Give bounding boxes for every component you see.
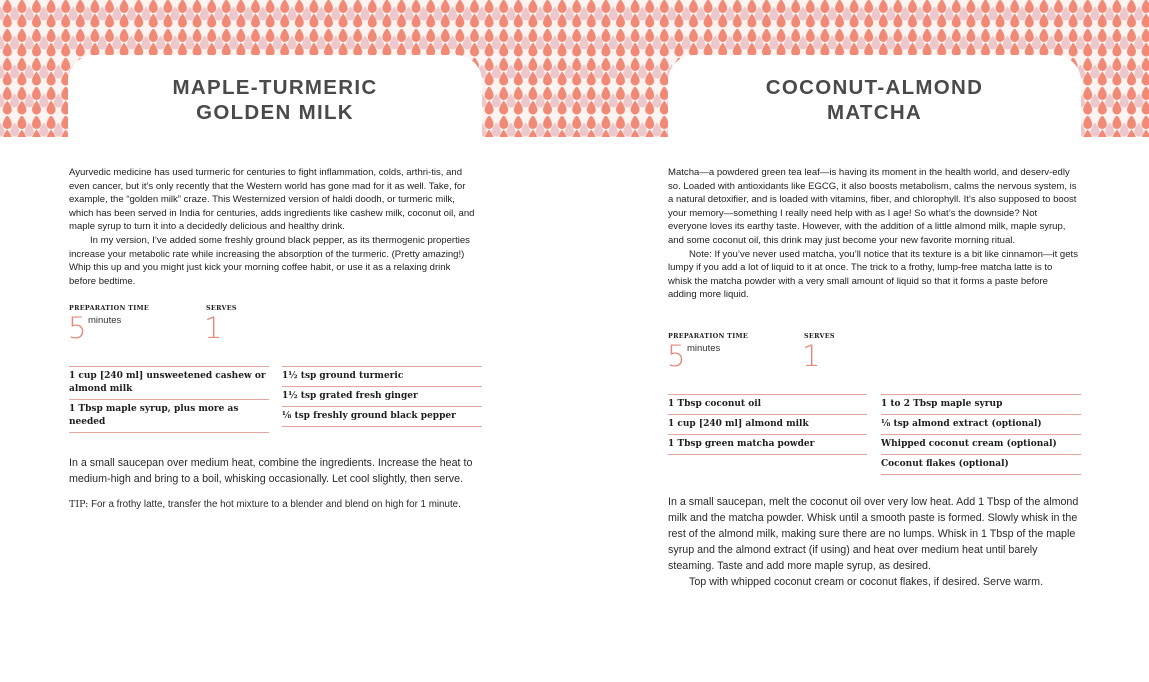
serves-label: SERVES bbox=[804, 332, 835, 340]
ingredients-column-1 bbox=[668, 394, 867, 455]
ingredient: 1 cup [240 ml] unsweetened cashew or almond milk bbox=[69, 367, 269, 400]
ingredients-column-1 bbox=[69, 366, 269, 433]
ingredient: Whipped coconut cream (optional) bbox=[881, 435, 1081, 455]
serves-value: 1 bbox=[802, 339, 821, 373]
ingredient: Coconut flakes (optional) bbox=[881, 455, 1081, 475]
intro-paragraph: Matcha—a powdered green tea leaf—is having its moment in the health world, and deserv-edly so. Loaded with antioxidants like EGCG, it also boosts metabolism, calms the nervous system, is a natural detoxifier, and is loaded with vitamins, fiber, and chlorophyll. It’s also supposed to boost your memory—something I really need help with as I age! So what’s the downside? Not everyone loves its earthy taste. However, with the addition of a little almond milk, maple syrup, and some coconut oil, this drink may just become your new favorite morning ritual. bbox=[668, 167, 1077, 246]
ingredient: ⅛ tsp freshly ground black pepper bbox=[282, 407, 482, 427]
intro-paragraph: Note: If you’ve never used matcha, you’ll notice that its texture is a bit like cinnamon—it gets lumpy if you add a lot of liquid to it at once. The trick to a frothy, lump-free matcha latte is to whisk the matcha powder with a very small amount of liquid so that it forms a paste before adding more liquid. bbox=[668, 248, 1078, 301]
tip bbox=[69, 499, 489, 510]
intro-paragraph: Ayurvedic medicine has used turmeric for centuries to fight inflammation, colds, arthri-tis, and even cancer, but it’s only recently that the Western world has gone mad for it as well. Take, for example, the “golden milk” craze. This Westernized version of haldi doodh, or turmeric milk, which has been served in India for centuries, adds ingredients like cashew milk, coconut oil, and maple syrup to turn it into a decidedly delicious and healthy drink. bbox=[69, 167, 475, 233]
method-paragraph: Top with whipped coconut cream or coconut flakes, if desired. Serve warm. bbox=[689, 576, 1044, 588]
intro-paragraph: In my version, I’ve added some freshly ground black pepper, as its thermogenic properties increase your metabolic rate while increasing the absorption of the turmeric. (Pretty amazing!) Whip this up and you might just kick your morning coffee habit, or use it as a relaxing drink before bedtime. bbox=[69, 234, 470, 287]
ingredient: 1 Tbsp green matcha powder bbox=[668, 435, 867, 455]
ingredient: 1 cup [240 ml] almond milk bbox=[668, 415, 867, 435]
prep-time-unit: minutes bbox=[687, 343, 721, 354]
prep-time-unit: minutes bbox=[88, 315, 122, 326]
right-recipe-title bbox=[668, 76, 1081, 125]
prep-time-label: PREPARATION TIME bbox=[69, 304, 150, 312]
ingredient: 1½ tsp grated fresh ginger bbox=[282, 387, 482, 407]
serves-label: SERVES bbox=[206, 304, 237, 312]
left-method bbox=[69, 455, 485, 487]
title-line: GOLDEN MILK bbox=[196, 100, 354, 124]
prep-time-label: PREPARATION TIME bbox=[668, 332, 749, 340]
right-method bbox=[668, 494, 1084, 590]
tip-text: For a frothy latte, transfer the hot mixture to a blender and blend on high for 1 minute. bbox=[91, 499, 461, 510]
title-line: MATCHA bbox=[826, 100, 923, 124]
left-recipe-title bbox=[68, 76, 482, 125]
title-line: COCONUT-ALMOND bbox=[765, 76, 984, 99]
ingredients-column-2 bbox=[282, 366, 482, 427]
prep-time-value: 5 bbox=[68, 311, 87, 345]
ingredient: 1 Tbsp coconut oil bbox=[668, 395, 867, 415]
prep-time-value: 5 bbox=[667, 339, 686, 373]
left-intro bbox=[69, 166, 475, 288]
ingredients-column-2 bbox=[881, 394, 1081, 475]
ingredient: 1½ tsp ground turmeric bbox=[282, 367, 482, 387]
serves-value: 1 bbox=[204, 311, 223, 345]
method-paragraph: In a small saucepan, melt the coconut oil over very low heat. Add 1 Tbsp of the almond milk and the matcha powder. Whisk until a smooth paste is formed. Slowly whisk in the rest of the almond milk, making sure there are no lumps. Whisk in 1 Tbsp of the maple syrup and the almond extract (if using) and heat over medium heat until barely steaming. Taste and add more maple syrup, as desired. bbox=[668, 496, 1079, 572]
ingredient: 1 Tbsp maple syrup, plus more as needed bbox=[69, 400, 269, 433]
ingredient: 1 to 2 Tbsp maple syrup bbox=[881, 395, 1081, 415]
ingredient: ⅛ tsp almond extract (optional) bbox=[881, 415, 1081, 435]
tip-label: TIP: bbox=[69, 499, 89, 510]
method-paragraph: In a small saucepan over medium heat, combine the ingredients. Increase the heat to medium-high and bring to a boil, whisking occasionally. Let cool slightly, then serve. bbox=[69, 457, 473, 485]
title-line: MAPLE-TURMERIC bbox=[172, 76, 378, 99]
right-intro bbox=[668, 166, 1078, 302]
